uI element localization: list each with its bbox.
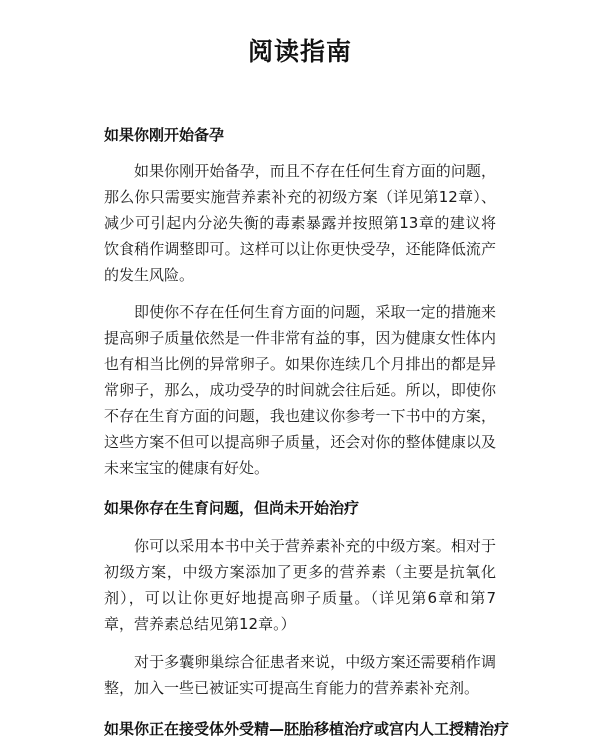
- page-title: 阅读指南: [247, 37, 352, 66]
- section-heading-ivf-iui-treatment: 如果你正在接受体外受精—胚胎移植治疗或宫内人工授精治疗: [104, 720, 510, 738]
- paragraph: 对于多囊卵巢综合征患者来说，中级方案还需要稍作调整，加入一些已被证实可提高生育能力的营养素补充剂。: [104, 653, 496, 697]
- paragraph: 即使你不存在任何生育方面的问题，采取一定的措施来提高卵子质量依然是一件非常有益的事，因为健康女性体内也有相当比例的异常卵子。如果你连续几个月排出的都是异常卵子，那么，成功受孕的时间就会往后延。所以，即使你不存在生育方面的问题，我也建议你参考一下书中的方案，这些方案不但可以提高卵子质量，还会对你的整体健康以及未来宝宝的健康有好处。: [104, 303, 496, 477]
- section-heading-trying-to-conceive: 如果你刚开始备孕: [104, 126, 225, 144]
- paragraph: 如果你刚开始备孕，而且不存在任何生育方面的问题，那么你只需要实施营养素补充的初级方案（详见第12章）、减少可引起内分泌失衡的毒素暴露并按照第13章的建议将饮食稍作调整即可。这样可以让你更快受孕，还能降低流产的发生风险。: [104, 162, 496, 284]
- section-heading-fertility-issues-untreated: 如果你存在生育问题，但尚未开始治疗: [104, 499, 360, 517]
- paragraph: 你可以采用本书中关于营养素补充的中级方案。相对于初级方案，中级方案添加了更多的营养素（主要是抗氧化剂），可以让你更好地提高卵子质量。（详见第6章和第7章，营养素总结见第12章。）: [104, 537, 496, 633]
